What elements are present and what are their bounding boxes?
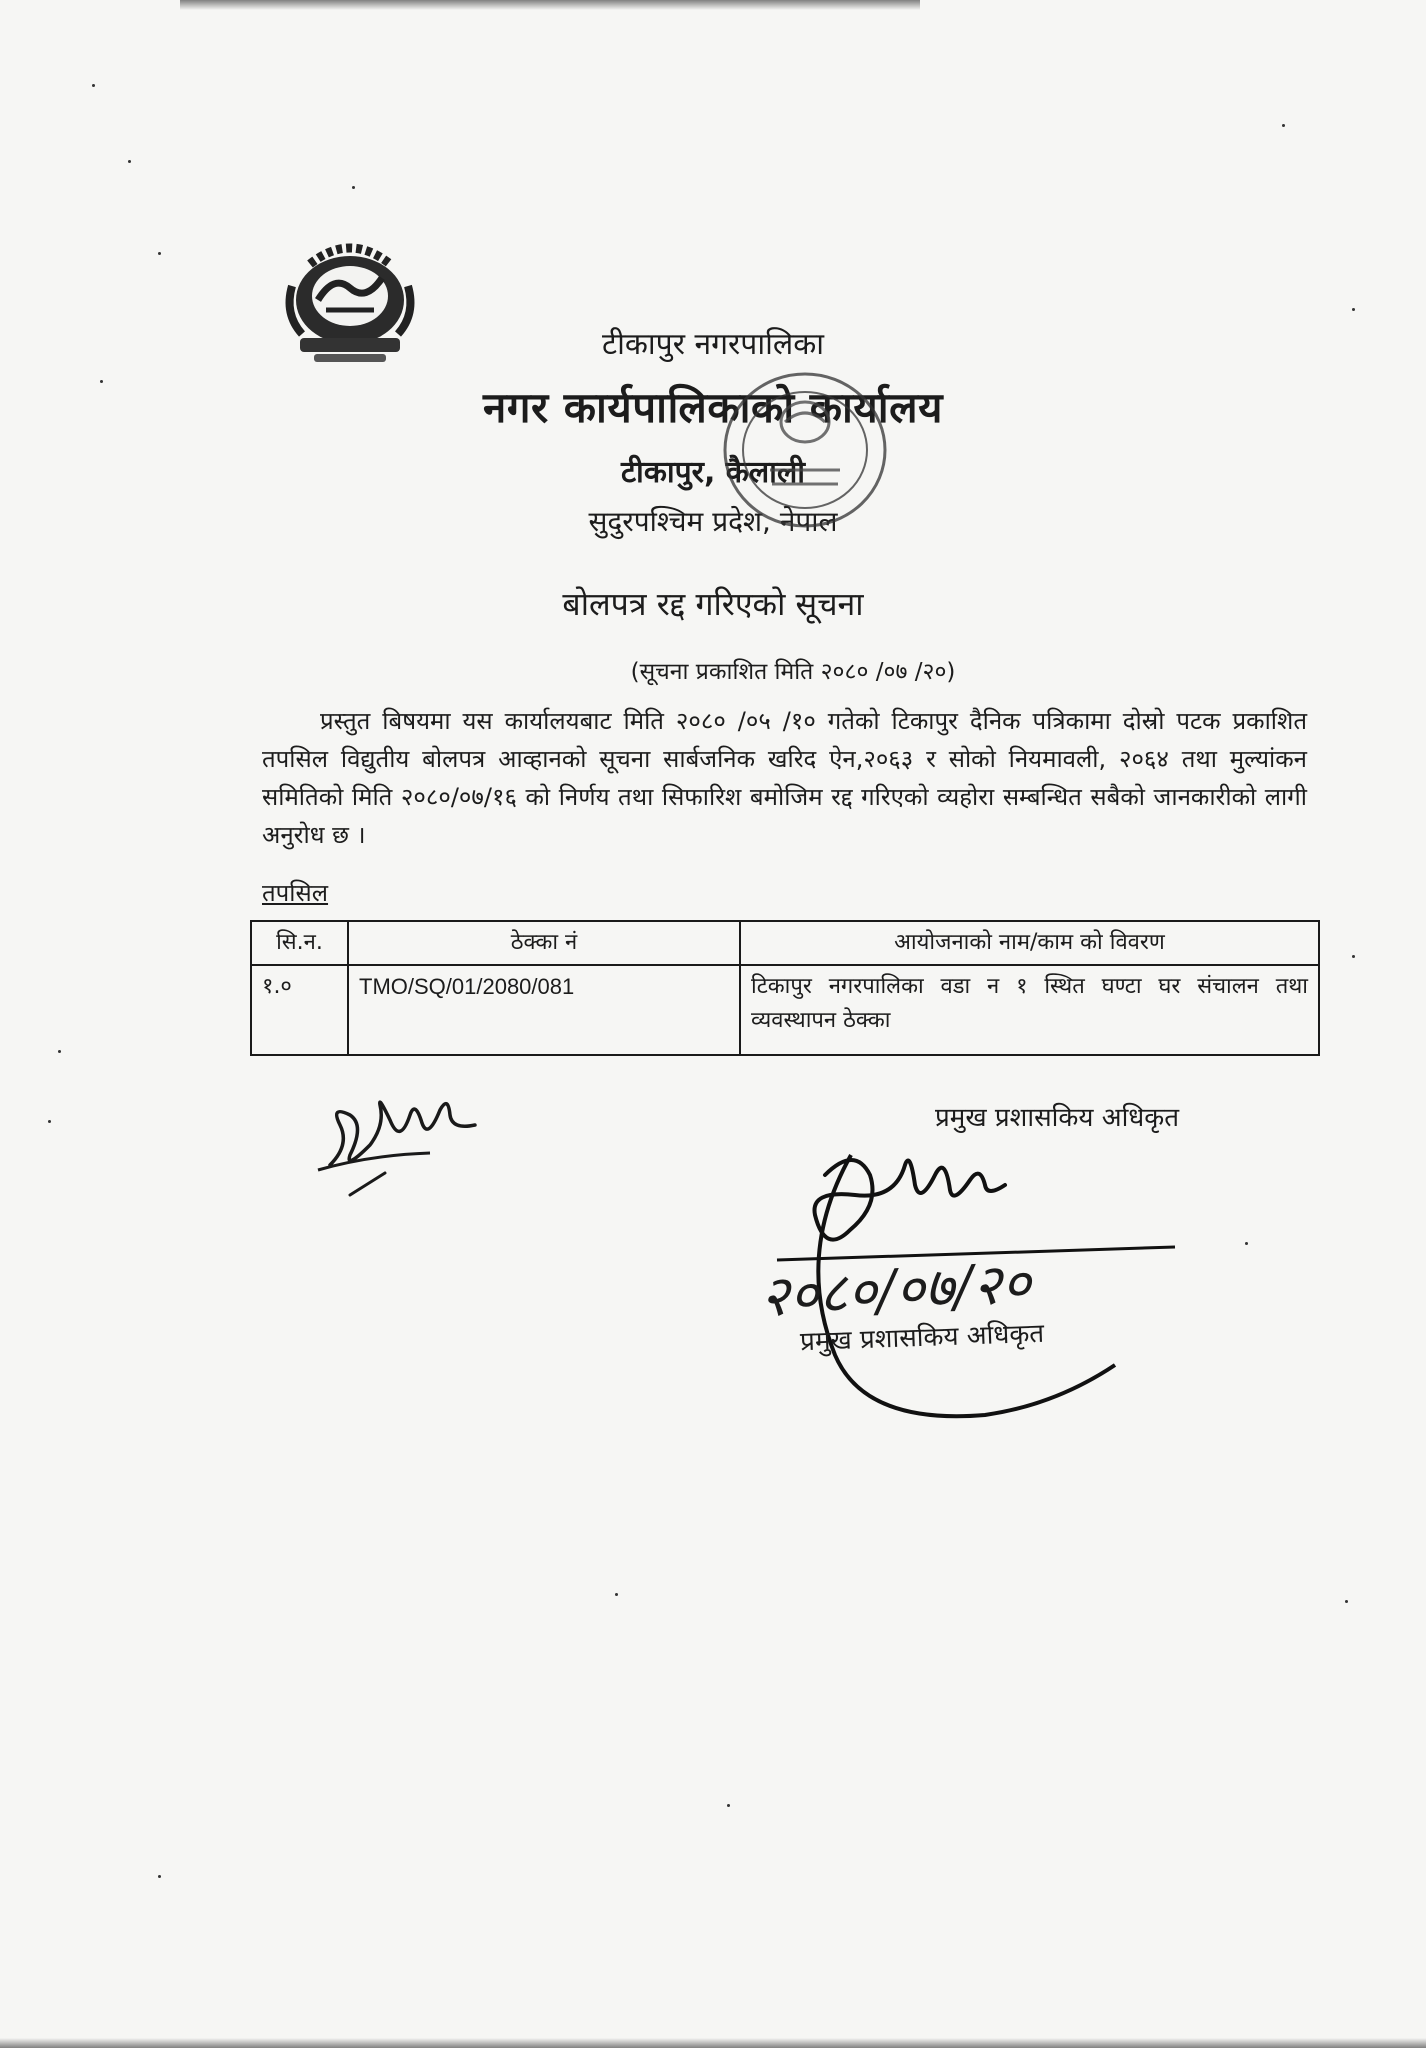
cell-serial: १.० — [251, 965, 348, 1055]
notice-body: प्रस्तुत बिषयमा यस कार्यालयबाट मिति २०८० /०५ /१० गतेको टिकापुर दैनिक पत्रिकामा दोस्रो पटक प्रकाशित तपसिल विद्युतीय बोलपत्र आव्हानको सूचना सार्बजनिक खरिद ऐन,२०६३ र सोको नियमावली, २०६४ तथा मुल्यांकन समितिको मिति २०८०/०७/१६ को निर्णय तथा सिफारिश बमोजिम रद्द गरिएको व्यहोरा सम्बन्धित सबैको जानकारीको लागी अनुरोध छ । — [262, 707, 1307, 849]
office-title: नगर कार्यपालिकाको कार्यालय — [483, 383, 943, 432]
signatory-designation-stamp: प्रमुख प्रशासकिय अधिकृत — [799, 1318, 1045, 1358]
office-location: टीकापुर, कैलाली — [620, 455, 806, 490]
scan-speck — [92, 84, 95, 87]
column-header-contract-no: ठेक्का नं — [348, 921, 740, 965]
municipality-name: टीकापुर नगरपालिका — [601, 327, 825, 362]
scan-edge-bottom — [0, 2038, 1426, 2048]
published-date: (सूचना प्रकाशित मिति २०८० /०७ /२०) — [630, 659, 956, 685]
cell-description: टिकापुर नगरपालिका वडा न १ स्थित घण्टा घर संचालन तथा व्यवस्थापन ठेक्का — [740, 965, 1319, 1055]
scan-speck — [128, 160, 131, 163]
scan-speck — [1282, 124, 1285, 127]
scan-speck — [58, 1050, 61, 1053]
signatory-designation: प्रमुख प्रशासकिय अधिकृत — [935, 1103, 1180, 1133]
scan-speck — [352, 186, 355, 189]
scan-speck — [1245, 1242, 1248, 1245]
scan-speck — [1352, 308, 1355, 311]
office-stamp-icon — [710, 360, 900, 540]
scan-speck — [615, 1593, 618, 1596]
column-header-description: आयोजनाको नाम/काम को विवरण — [740, 921, 1319, 965]
scan-speck — [1352, 955, 1355, 958]
scan-speck — [48, 1120, 51, 1123]
scan-speck — [158, 252, 161, 255]
contract-table — [250, 920, 1320, 1056]
handwritten-date: २०८०/०७/२० — [758, 1250, 1033, 1331]
office-province: सुदुरपश्चिम प्रदेश, नेपाल — [588, 505, 838, 538]
notice-subject: बोलपत्र रद्द गरिएको सूचना — [562, 585, 864, 623]
column-header-serial: सि.न. — [251, 921, 348, 965]
cell-contract-no: TMO/SQ/01/2080/081 — [348, 965, 740, 1055]
scan-speck — [158, 1875, 161, 1878]
table-row — [251, 965, 1319, 1055]
scan-speck — [1345, 1600, 1348, 1603]
schedule-label: तपसिल — [262, 879, 329, 907]
scan-edge-top — [180, 0, 920, 10]
scan-speck — [727, 1804, 730, 1807]
initials-signature — [310, 1075, 490, 1205]
table-header-row — [251, 921, 1319, 965]
